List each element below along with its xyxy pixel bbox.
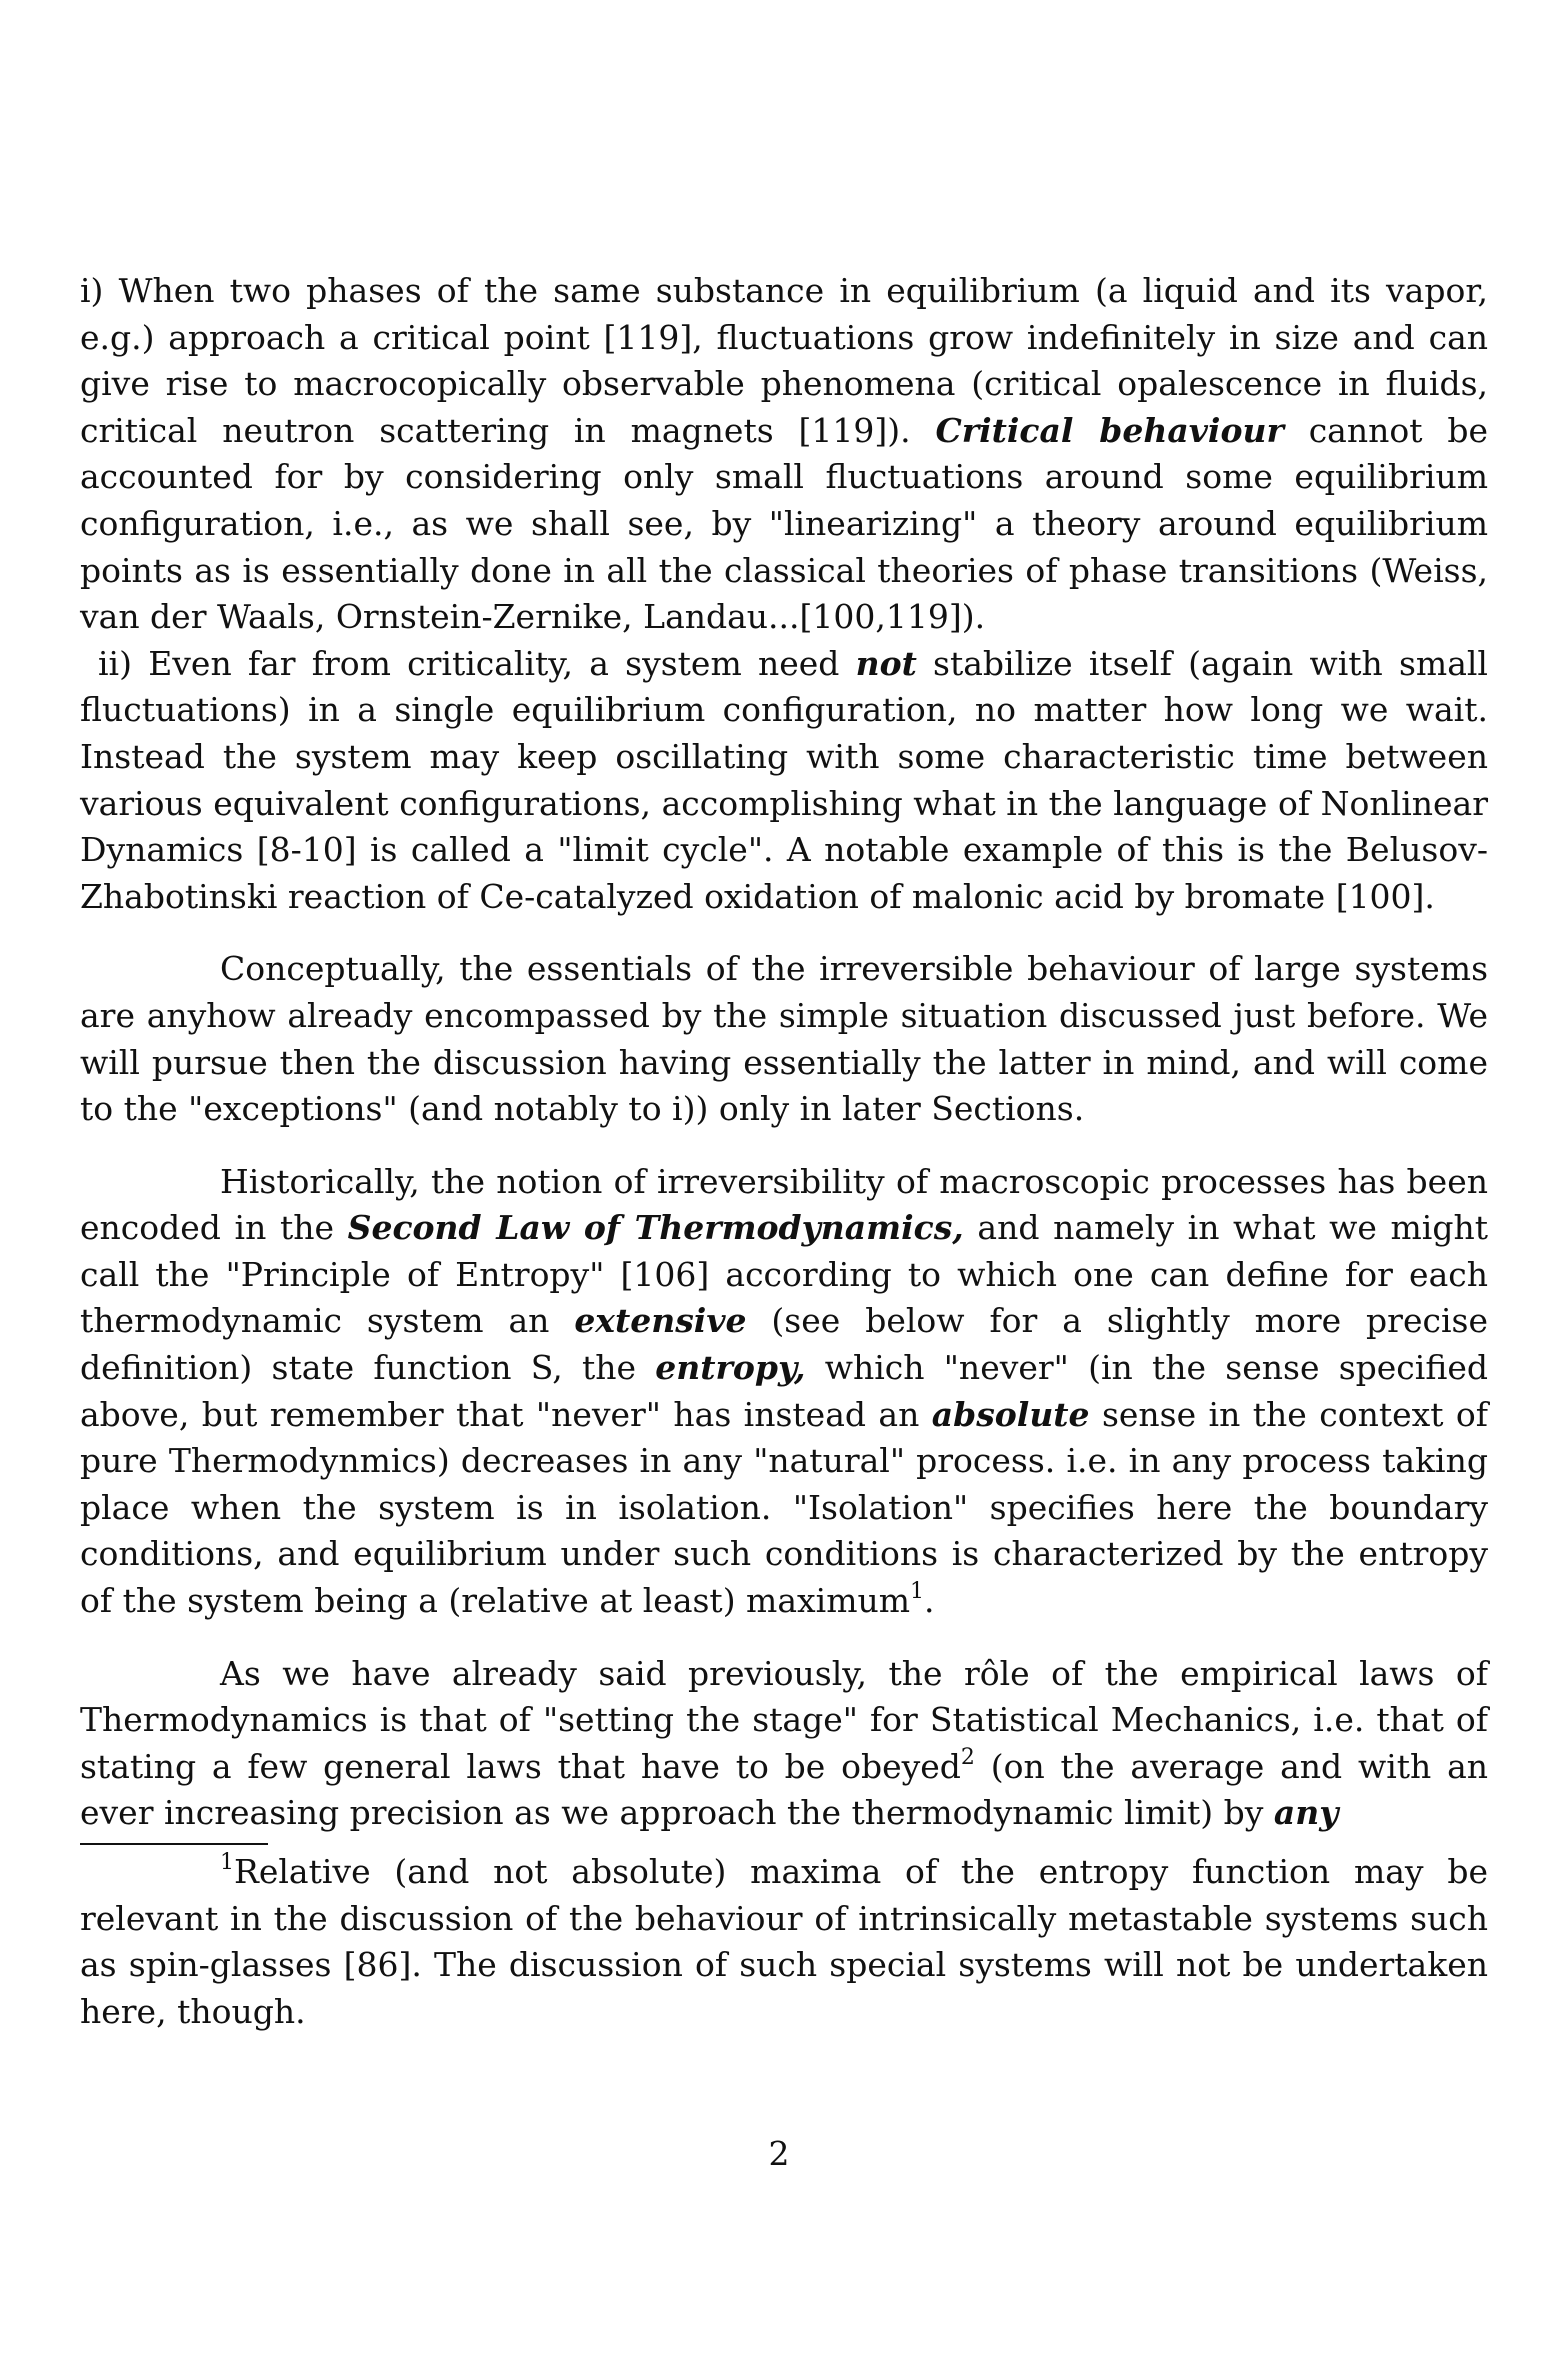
page-body [80, 268, 1488, 2035]
footnote-ref-2[interactable]: 2 [960, 1744, 975, 1770]
footnote-1 [80, 1849, 1488, 2035]
emphasis-critical-behaviour: Critical behaviour [935, 410, 1284, 450]
text-span: As we have already said previously, the rôle of the empirical laws of Thermodynamics is that of "setting the stage" for Statistical Mechanics, i.e. that of stating a few general laws that have to be obeyed [80, 1653, 1488, 1786]
footnote-marker: 1 [220, 1850, 234, 1875]
emphasis-second-law: Second Law of Thermodynamics, [347, 1208, 964, 1248]
paragraph-critical-behaviour [80, 268, 1488, 641]
paragraph-role-of-laws [80, 1651, 1488, 1837]
text-span: stabilize itself (again with small fluctuations) in a single equilibrium configuration, no matter how long we wait. Instead the system may keep oscillating with some characteristic time between various equivalent configurations, accomplishing what in the language of Nonlinear Dynamics [8-10] is called a "limit cycle". A notable example of this is the Belusov-Zhabotinski reaction of Ce-catalyzed oxidation of malonic acid by bromate [100]. [80, 643, 1488, 916]
text-span: sense in the context of pure Thermodynmics) decreases in any "natural" process. i.e. in any process taking place when the system is in isolation. "Isolation" specifies here the boundary conditions, and equilibrium under such conditions is characterized by the entropy of the system being a (relative at least) maximum [80, 1394, 1488, 1621]
text-span: Conceptually, the essentials of the irreversible behaviour of large systems are anyhow already encompassed by the simple situation discussed just before. We will pursue then the discussion having essentially the latter in mind, and will come to the "exceptions" (and notably to i)) only in later Sections. [80, 949, 1488, 1129]
emphasis-extensive: extensive [574, 1301, 747, 1341]
text-span: which "never" (in the sense specified above, but remember that "never" has instead an [80, 1348, 1489, 1434]
text-span: Historically, the notion of irreversibility of macroscopic processes has been encoded in the [80, 1161, 1488, 1248]
text-span: . [924, 1581, 935, 1621]
text-span: (see below for a slightly more precise definition) state function S, the [80, 1301, 1488, 1388]
text-span: i) When two phases of the same substance in equilibrium (a liquid and its vapor, e.g.) approach a critical point [119], fluctuations grow indefinitely in size and can give rise to macrocopically observable phenomena (critical opalescence in fluids, critical neutron scattering in magnets [119]). [80, 271, 1488, 450]
text-span: cannot be accounted for by considering only small fluctuations around some equilibrium configuration, i.e., as we shall see, by "linearizing" a theory around equilibrium points as is essentially done in all the classical theories of phase transitions (Weiss, van der Waals, Ornstein-Zernike, Landau...[100,119]). [80, 410, 1488, 637]
paragraph-limit-cycle [80, 641, 1488, 921]
emphasis-any: any [1273, 1793, 1339, 1833]
emphasis-entropy: entropy, [655, 1348, 806, 1388]
text-span: (on the average and with an ever increasing precision as we approach the thermodynamic limit) by [80, 1746, 1488, 1833]
page-number: 2 [768, 2134, 790, 2173]
paragraph-conceptually [80, 946, 1488, 1132]
text-span: and namely in what we might call the "Principle of Entropy" [106] according to which one can define for each thermodynamic system an [80, 1208, 1488, 1341]
footnote-divider [80, 1843, 268, 1845]
emphasis-absolute: absolute [931, 1394, 1090, 1434]
footnote-text: Relative (and not absolute) maxima of the entropy function may be relevant in the discussion of the behaviour of intrinsically metastable systems such as spin-glasses [86]. The discussion of such special systems will not be undertaken here, though. [80, 1852, 1488, 2031]
emphasis-not: not [855, 643, 917, 683]
paragraph-historically [80, 1159, 1488, 1625]
text-span: ii) Even far from criticality, a system need [98, 643, 856, 683]
footnote-ref-1[interactable]: 1 [910, 1579, 925, 1605]
